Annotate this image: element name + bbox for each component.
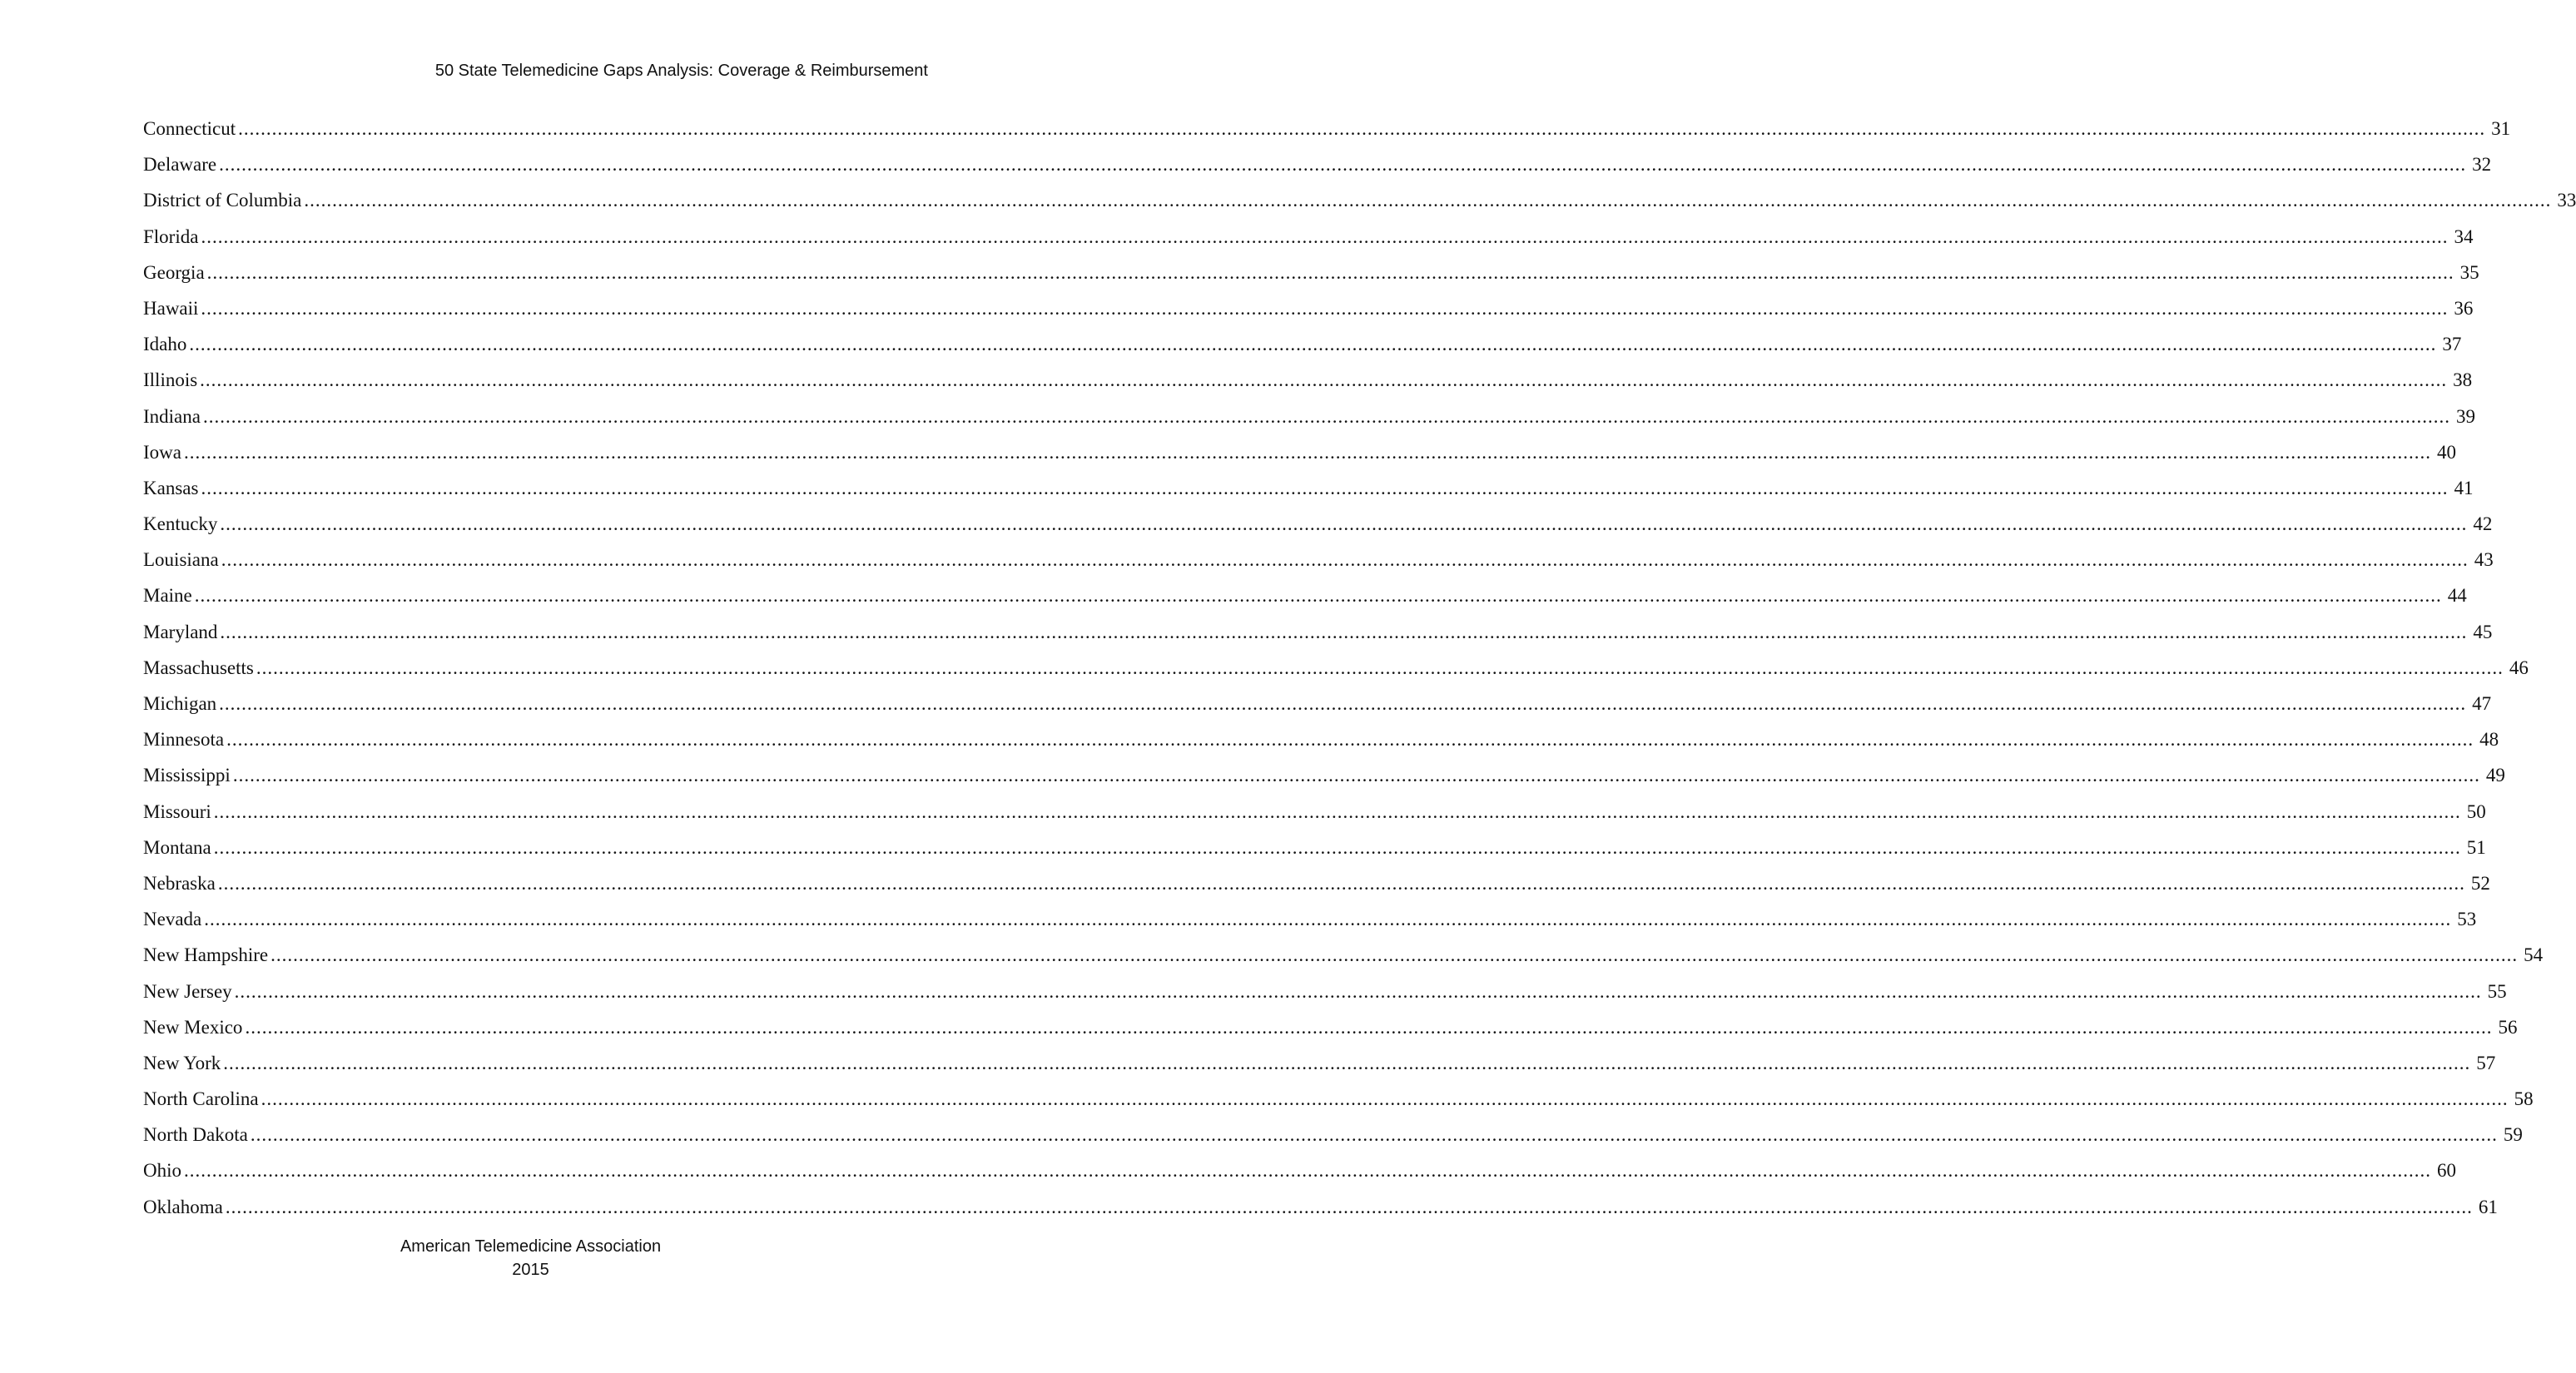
toc-dot-leader: ................................................................................................................................................................................................................................................................................................................................................................................................................ xyxy=(220,621,2468,642)
toc-entry-page-number: 49 xyxy=(2485,765,2505,786)
toc-dot-leader: ................................................................................................................................................................................................................................................................................................................................................................................................................ xyxy=(189,334,2437,355)
toc-entry-page-number: 58 xyxy=(2514,1088,2534,1110)
toc-entry-page-number: 50 xyxy=(2466,801,2486,822)
toc-entry-page-number: 61 xyxy=(2478,1196,2498,1217)
toc-entry-page-number: 57 xyxy=(2476,1052,2496,1073)
toc-dot-leader: ................................................................................................................................................................................................................................................................................................................................................................................................................ xyxy=(206,261,2454,283)
toc-entry-label: Hawaii xyxy=(143,297,199,319)
toc-dot-leader: ................................................................................................................................................................................................................................................................................................................................................................................................................ xyxy=(238,118,2486,139)
toc-entry-page-number: 60 xyxy=(2437,1160,2456,1182)
toc-dot-leader: ................................................................................................................................................................................................................................................................................................................................................................................................................ xyxy=(217,872,2465,894)
toc-entry-label: Iowa xyxy=(143,441,181,463)
toc-entry-page-number: 36 xyxy=(2454,297,2474,319)
toc-entry[interactable] xyxy=(143,801,2486,837)
toc-entry[interactable] xyxy=(143,513,2493,549)
toc-dot-leader: ................................................................................................................................................................................................................................................................................................................................................................................................................ xyxy=(213,836,2461,858)
toc-dot-leader: ................................................................................................................................................................................................................................................................................................................................................................................................................ xyxy=(256,657,2504,678)
toc-dot-leader: ................................................................................................................................................................................................................................................................................................................................................................................................................ xyxy=(183,441,2431,463)
toc-entry[interactable] xyxy=(143,729,2499,765)
toc-entry-page-number: 47 xyxy=(2472,693,2492,714)
toc-entry-page-number: 41 xyxy=(2454,477,2474,498)
toc-dot-leader: ................................................................................................................................................................................................................................................................................................................................................................................................................ xyxy=(232,765,2480,786)
toc-entry-label: Indiana xyxy=(143,405,201,427)
toc-entry-page-number: 54 xyxy=(2524,944,2544,966)
toc-entry-label: Michigan xyxy=(143,693,217,714)
toc-dot-leader: ................................................................................................................................................................................................................................................................................................................................................................................................................ xyxy=(202,405,2450,427)
toc-entry-label: New York xyxy=(143,1052,221,1073)
toc-entry[interactable] xyxy=(143,369,2473,405)
toc-entry[interactable] xyxy=(143,549,2494,585)
toc-dot-leader: ................................................................................................................................................................................................................................................................................................................................................................................................................ xyxy=(201,297,2449,319)
toc-dot-leader: ................................................................................................................................................................................................................................................................................................................................................................................................................ xyxy=(204,909,2452,930)
toc-entry-label: Oklahoma xyxy=(143,1196,223,1217)
toc-entry-page-number: 43 xyxy=(2474,549,2494,571)
toc-entry[interactable] xyxy=(143,693,2492,729)
toc-entry-label: District of Columbia xyxy=(143,190,302,211)
toc-entry-label: Minnesota xyxy=(143,729,225,751)
toc-entry[interactable] xyxy=(143,1052,2496,1088)
toc-dot-leader: ................................................................................................................................................................................................................................................................................................................................................................................................................ xyxy=(219,693,2467,714)
toc-dot-leader: ................................................................................................................................................................................................................................................................................................................................................................................................................ xyxy=(201,477,2449,498)
toc-entry[interactable] xyxy=(143,190,2576,226)
toc-entry[interactable] xyxy=(143,154,2492,190)
toc-entry-label: Missouri xyxy=(143,801,211,822)
toc-entry-label: Delaware xyxy=(143,154,217,176)
toc-entry[interactable] xyxy=(143,226,2474,262)
toc-dot-leader: ................................................................................................................................................................................................................................................................................................................................................................................................................ xyxy=(250,1124,2498,1146)
toc-entry-page-number: 55 xyxy=(2487,980,2507,1002)
toc-entry-label: Maine xyxy=(143,585,192,607)
toc-entry[interactable] xyxy=(143,261,2479,298)
toc-entry-page-number: 39 xyxy=(2455,405,2475,427)
toc-entry-label: Massachusetts xyxy=(143,657,254,678)
toc-entry[interactable] xyxy=(143,297,2474,334)
toc-entry-label: Kansas xyxy=(143,477,199,498)
toc-dot-leader: ................................................................................................................................................................................................................................................................................................................................................................................................................ xyxy=(225,1196,2473,1217)
toc-entry[interactable] xyxy=(143,405,2475,442)
toc-entry-page-number: 46 xyxy=(2509,657,2529,678)
footer-organization: American Telemedicine Association xyxy=(400,1237,662,1256)
toc-dot-leader: ................................................................................................................................................................................................................................................................................................................................................................................................................ xyxy=(184,1160,2431,1182)
toc-entry[interactable] xyxy=(143,1160,2456,1196)
toc-entry-label: Montana xyxy=(143,836,211,858)
toc-entry[interactable] xyxy=(143,1088,2534,1124)
toc-entry-page-number: 52 xyxy=(2470,872,2490,894)
page-footer xyxy=(0,1235,1061,1281)
toc-entry-page-number: 53 xyxy=(2457,909,2477,930)
toc-entry-page-number: 48 xyxy=(2479,729,2499,751)
toc-entry-label: New Hampshire xyxy=(143,944,269,966)
toc-entry[interactable] xyxy=(143,872,2490,909)
toc-dot-leader: ................................................................................................................................................................................................................................................................................................................................................................................................................ xyxy=(271,944,2519,966)
toc-dot-leader: ................................................................................................................................................................................................................................................................................................................................................................................................................ xyxy=(220,513,2468,535)
toc-entry-label: Louisiana xyxy=(143,549,219,571)
toc-dot-leader: ................................................................................................................................................................................................................................................................................................................................................................................................................ xyxy=(201,226,2449,247)
toc-entry[interactable] xyxy=(143,441,2456,478)
toc-dot-leader: ................................................................................................................................................................................................................................................................................................................................................................................................................ xyxy=(194,585,2442,607)
toc-entry-label: Georgia xyxy=(143,261,205,283)
toc-entry[interactable] xyxy=(143,621,2493,657)
table-of-contents xyxy=(143,118,2576,1232)
toc-entry-page-number: 33 xyxy=(2557,190,2576,211)
toc-dot-leader: ................................................................................................................................................................................................................................................................................................................................................................................................................ xyxy=(200,369,2448,391)
toc-dot-leader: ................................................................................................................................................................................................................................................................................................................................................................................................................ xyxy=(221,549,2469,571)
toc-entry-page-number: 34 xyxy=(2454,226,2474,247)
toc-entry-page-number: 56 xyxy=(2498,1016,2518,1038)
toc-entry-page-number: 59 xyxy=(2503,1124,2523,1146)
toc-entry-label: New Jersey xyxy=(143,980,232,1002)
toc-entry-page-number: 35 xyxy=(2459,261,2479,283)
toc-entry-label: Mississippi xyxy=(143,765,231,786)
toc-entry-label: Idaho xyxy=(143,334,187,355)
toc-entry-page-number: 42 xyxy=(2473,513,2493,535)
toc-entry-label: Nebraska xyxy=(143,872,216,894)
toc-entry-label: North Dakota xyxy=(143,1124,248,1146)
toc-entry-page-number: 32 xyxy=(2472,154,2492,176)
running-header-title: 50 State Telemedicine Gaps Analysis: Coverage & Reimbursement xyxy=(434,62,928,80)
toc-entry-page-number: 51 xyxy=(2466,836,2486,858)
toc-entry[interactable] xyxy=(143,334,2462,369)
toc-entry[interactable] xyxy=(143,1124,2523,1160)
toc-entry-label: North Carolina xyxy=(143,1088,259,1110)
toc-entry[interactable] xyxy=(143,980,2507,1017)
toc-entry[interactable] xyxy=(143,909,2477,944)
toc-entry[interactable] xyxy=(143,765,2505,801)
toc-entry[interactable] xyxy=(143,118,2511,154)
toc-dot-leader: ................................................................................................................................................................................................................................................................................................................................................................................................................ xyxy=(226,729,2474,751)
toc-entry-page-number: 40 xyxy=(2436,441,2456,463)
toc-entry[interactable] xyxy=(143,477,2474,513)
toc-entry-label: Ohio xyxy=(143,1160,181,1182)
toc-entry-label: New Mexico xyxy=(143,1016,243,1038)
toc-entry-label: Maryland xyxy=(143,621,218,642)
toc-entry[interactable] xyxy=(143,944,2544,980)
toc-dot-leader: ................................................................................................................................................................................................................................................................................................................................................................................................................ xyxy=(219,154,2467,176)
toc-entry-label: Florida xyxy=(143,226,199,247)
toc-entry[interactable] xyxy=(143,1196,2498,1232)
toc-entry-page-number: 45 xyxy=(2473,621,2493,642)
toc-entry[interactable] xyxy=(143,585,2467,621)
toc-entry-page-number: 44 xyxy=(2447,585,2467,607)
toc-entry-page-number: 38 xyxy=(2453,369,2473,391)
footer-year: 2015 xyxy=(512,1261,549,1279)
toc-entry[interactable] xyxy=(143,836,2486,873)
toc-entry[interactable] xyxy=(143,1016,2518,1053)
toc-dot-leader: ................................................................................................................................................................................................................................................................................................................................................................................................................ xyxy=(223,1052,2471,1073)
toc-entry-label: Connecticut xyxy=(143,118,236,139)
toc-dot-leader: ................................................................................................................................................................................................................................................................................................................................................................................................................ xyxy=(234,980,2482,1002)
toc-entry-page-number: 31 xyxy=(2491,118,2511,139)
toc-dot-leader: ................................................................................................................................................................................................................................................................................................................................................................................................................ xyxy=(213,801,2461,822)
toc-dot-leader: ................................................................................................................................................................................................................................................................................................................................................................................................................ xyxy=(304,190,2552,211)
toc-dot-leader: ................................................................................................................................................................................................................................................................................................................................................................................................................ xyxy=(245,1016,2493,1038)
toc-entry-label: Kentucky xyxy=(143,513,218,535)
toc-dot-leader: ................................................................................................................................................................................................................................................................................................................................................................................................................ xyxy=(261,1088,2509,1110)
toc-entry-label: Nevada xyxy=(143,909,202,930)
toc-entry[interactable] xyxy=(143,657,2529,693)
toc-entry-label: Illinois xyxy=(143,369,198,391)
toc-entry-page-number: 37 xyxy=(2442,334,2462,355)
